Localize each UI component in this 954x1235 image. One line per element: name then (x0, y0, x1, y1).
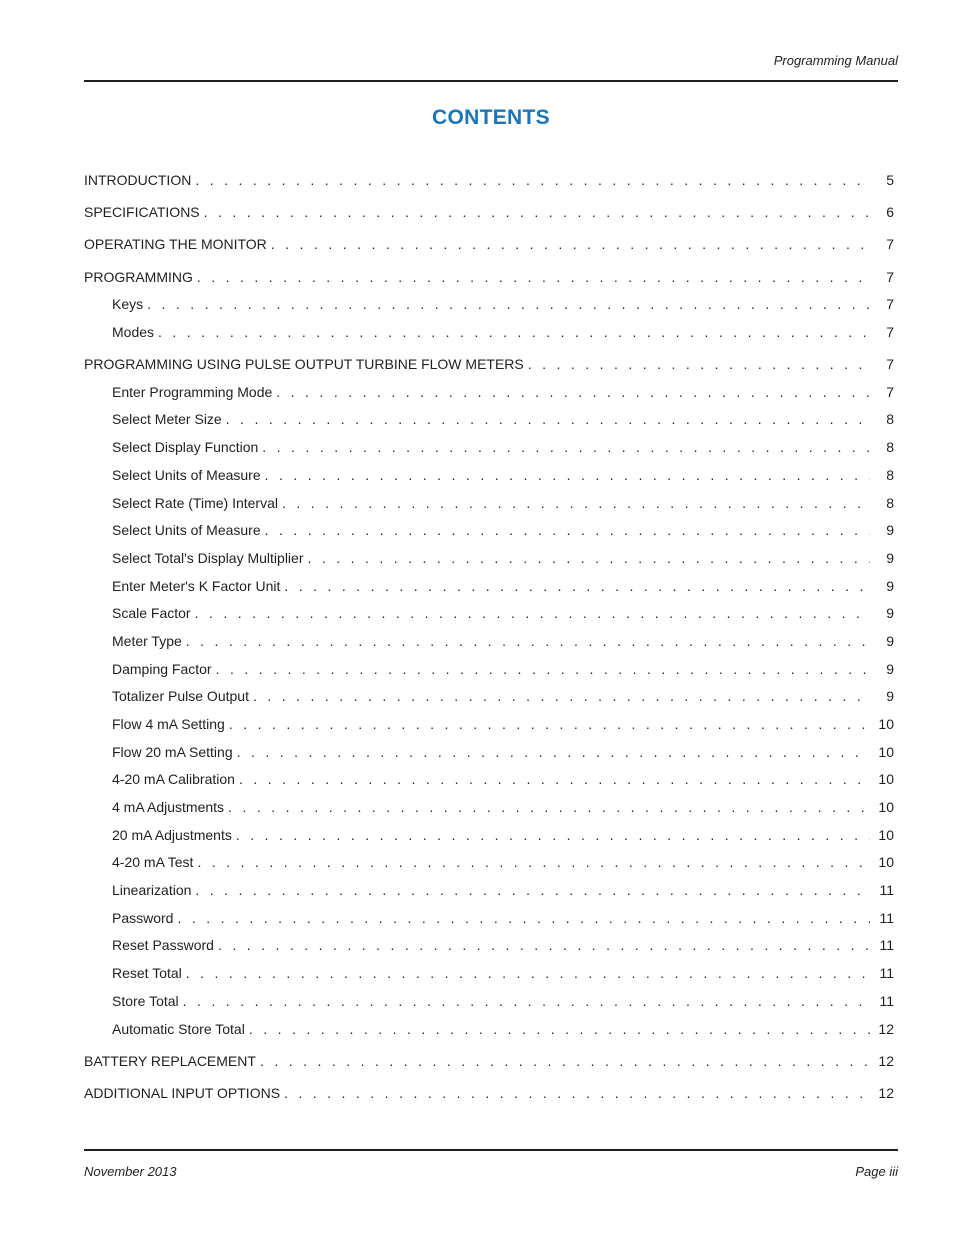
toc-entry-label: Meter Type (112, 633, 182, 649)
toc-dot-leader (183, 991, 870, 1011)
toc-dot-leader (197, 852, 870, 872)
toc-dot-leader (216, 659, 870, 679)
header-rule (84, 80, 898, 82)
footer-rule (84, 1149, 898, 1151)
toc-entry[interactable] (112, 963, 894, 983)
toc-dot-leader (147, 294, 870, 314)
toc-entry-label: Select Total's Display Multiplier (112, 550, 304, 566)
toc-entry-page: 8 (886, 439, 894, 455)
toc-entry[interactable] (112, 797, 894, 817)
toc-dot-leader (253, 686, 870, 706)
toc-entry-label: Store Total (112, 993, 179, 1009)
toc-entry-label: Keys (112, 296, 144, 312)
toc-entry-label: Enter Meter's K Factor Unit (112, 578, 281, 594)
toc-entry-page: 11 (879, 910, 894, 926)
toc-entry-page: 9 (886, 688, 894, 704)
toc-entry[interactable] (112, 603, 894, 623)
toc-entry-page: 7 (886, 269, 894, 285)
toc-entry-page: 10 (878, 827, 894, 843)
toc-entry-page: 9 (886, 633, 894, 649)
toc-dot-leader (284, 576, 870, 596)
toc-entry[interactable] (112, 852, 894, 872)
toc-entry-label: Select Units of Measure (112, 467, 261, 483)
toc-entry-page: 10 (878, 854, 894, 870)
toc-entry-page: 8 (886, 467, 894, 483)
toc-entry[interactable] (112, 908, 894, 928)
toc-entry-page: 10 (878, 771, 894, 787)
toc-dot-leader (226, 409, 870, 429)
toc-entry[interactable] (112, 437, 894, 457)
toc-dot-leader (195, 880, 870, 900)
toc-entry-page: 11 (879, 937, 894, 953)
toc-entry-label: Select Rate (Time) Interval (112, 495, 278, 511)
toc-entry-page: 7 (886, 236, 894, 252)
footer-page-number: Page iii (855, 1164, 898, 1179)
toc-entry-label: 4-20 mA Test (112, 854, 194, 870)
toc-entry-page: 12 (878, 1085, 894, 1101)
toc-entry-label: Select Units of Measure (112, 522, 261, 538)
toc-entry-label: Damping Factor (112, 661, 212, 677)
toc-dot-leader (284, 1083, 870, 1103)
toc-entry[interactable] (84, 170, 894, 190)
toc-entry-label: Reset Password (112, 937, 214, 953)
toc-dot-leader (282, 493, 870, 513)
toc-entry-label: Totalizer Pulse Output (112, 688, 249, 704)
toc-dot-leader (158, 322, 870, 342)
toc-entry[interactable] (112, 409, 894, 429)
toc-entry[interactable] (112, 576, 894, 596)
toc-entry-page: 11 (879, 993, 894, 1009)
toc-entry-page: 7 (886, 356, 894, 372)
toc-dot-leader (271, 234, 870, 254)
toc-entry-label: 20 mA Adjustments (112, 827, 232, 843)
toc-entry[interactable] (84, 354, 894, 374)
toc-dot-leader (249, 1019, 870, 1039)
toc-entry-page: 8 (886, 411, 894, 427)
toc-entry-label: Automatic Store Total (112, 1021, 245, 1037)
toc-entry-label: Modes (112, 324, 155, 340)
toc-dot-leader (236, 825, 870, 845)
toc-entry[interactable] (84, 267, 894, 287)
toc-entry[interactable] (112, 686, 894, 706)
toc-entry-page: 9 (886, 605, 894, 621)
toc-entry[interactable] (84, 1051, 894, 1071)
toc-entry[interactable] (112, 935, 894, 955)
toc-dot-leader (197, 267, 870, 287)
toc-dot-leader (195, 170, 870, 190)
toc-entry-page: 8 (886, 495, 894, 511)
toc-entry-label: OPERATING THE MONITOR (84, 236, 267, 252)
toc-entry-label: Password (112, 910, 174, 926)
toc-entry-page: 10 (878, 744, 894, 760)
toc-entry[interactable] (112, 659, 894, 679)
toc-entry-label: Reset Total (112, 965, 182, 981)
toc-entry[interactable] (112, 294, 894, 314)
toc-entry-page: 12 (878, 1053, 894, 1069)
toc-dot-leader (239, 769, 870, 789)
toc-entry-label: ADDITIONAL INPUT OPTIONS (84, 1085, 281, 1101)
footer-date: November 2013 (84, 1164, 177, 1179)
toc-entry-label: Select Display Function (112, 439, 259, 455)
toc-entry-label: Linearization (112, 882, 192, 898)
toc-dot-leader (265, 520, 870, 540)
toc-dot-leader (228, 797, 870, 817)
toc-dot-leader (528, 354, 870, 374)
toc-dot-leader (276, 382, 870, 402)
toc-entry-label: Select Meter Size (112, 411, 222, 427)
toc-entry[interactable] (84, 234, 894, 254)
toc-entry-label: 4-20 mA Calibration (112, 771, 235, 787)
toc-entry-label: BATTERY REPLACEMENT (84, 1053, 256, 1069)
toc-entry-label: PROGRAMMING USING PULSE OUTPUT TURBINE FLOW METERS (84, 356, 524, 372)
toc-entry-page: 7 (886, 384, 894, 400)
toc-dot-leader (186, 631, 870, 651)
toc-dot-leader (308, 548, 871, 568)
toc-dot-leader (229, 714, 870, 734)
toc-entry-page: 7 (886, 324, 894, 340)
toc-entry[interactable] (84, 1083, 894, 1103)
toc-entry[interactable] (112, 769, 894, 789)
toc-entry-page: 9 (886, 661, 894, 677)
toc-dot-leader (237, 742, 870, 762)
toc-entry-page: 5 (886, 172, 894, 188)
toc-dot-leader (186, 963, 870, 983)
header-title: Programming Manual (773, 53, 898, 68)
toc-entry[interactable] (112, 520, 894, 540)
toc-entry-page: 9 (886, 550, 894, 566)
toc-entry-page: 6 (886, 204, 894, 220)
toc-entry[interactable] (112, 825, 894, 845)
toc-entry[interactable] (112, 322, 894, 342)
toc-entry-page: 12 (878, 1021, 894, 1037)
toc-entry-page: 9 (886, 522, 894, 538)
toc-entry[interactable] (112, 991, 894, 1011)
toc-dot-leader (260, 1051, 870, 1071)
toc-entry-label: INTRODUCTION (84, 172, 192, 188)
toc-entry-label: SPECIFICATIONS (84, 204, 200, 220)
toc-dot-leader (262, 437, 870, 457)
toc-entry[interactable] (112, 880, 894, 900)
toc-entry-label: PROGRAMMING (84, 269, 193, 285)
toc-entry[interactable] (112, 493, 894, 513)
toc-dot-leader (177, 908, 870, 928)
toc-entry[interactable] (112, 382, 894, 402)
toc-entry[interactable] (112, 1019, 894, 1039)
toc-entry-label: Scale Factor (112, 605, 191, 621)
toc-entry-page: 11 (879, 882, 894, 898)
toc-entry-page: 9 (886, 578, 894, 594)
toc-dot-leader (204, 202, 870, 222)
toc-entry-label: Enter Programming Mode (112, 384, 273, 400)
toc-entry[interactable] (112, 742, 894, 762)
toc-entry-page: 10 (878, 799, 894, 815)
toc-entry-label: 4 mA Adjustments (112, 799, 225, 815)
toc-entry[interactable] (112, 714, 894, 734)
toc-entry-page: 11 (879, 965, 894, 981)
toc-dot-leader (195, 603, 870, 623)
toc-entry-label: Flow 20 mA Setting (112, 744, 233, 760)
toc-entry[interactable] (112, 631, 894, 651)
toc-entry-page: 10 (878, 716, 894, 732)
toc-entry-label: Flow 4 mA Setting (112, 716, 225, 732)
toc-dot-leader (265, 465, 870, 485)
toc-dot-leader (218, 935, 870, 955)
toc-entry[interactable] (84, 202, 894, 222)
toc-entry-page: 7 (886, 296, 894, 312)
toc-entry[interactable] (112, 465, 894, 485)
contents-title: CONTENTS (432, 106, 550, 129)
toc-entry[interactable] (112, 548, 894, 568)
